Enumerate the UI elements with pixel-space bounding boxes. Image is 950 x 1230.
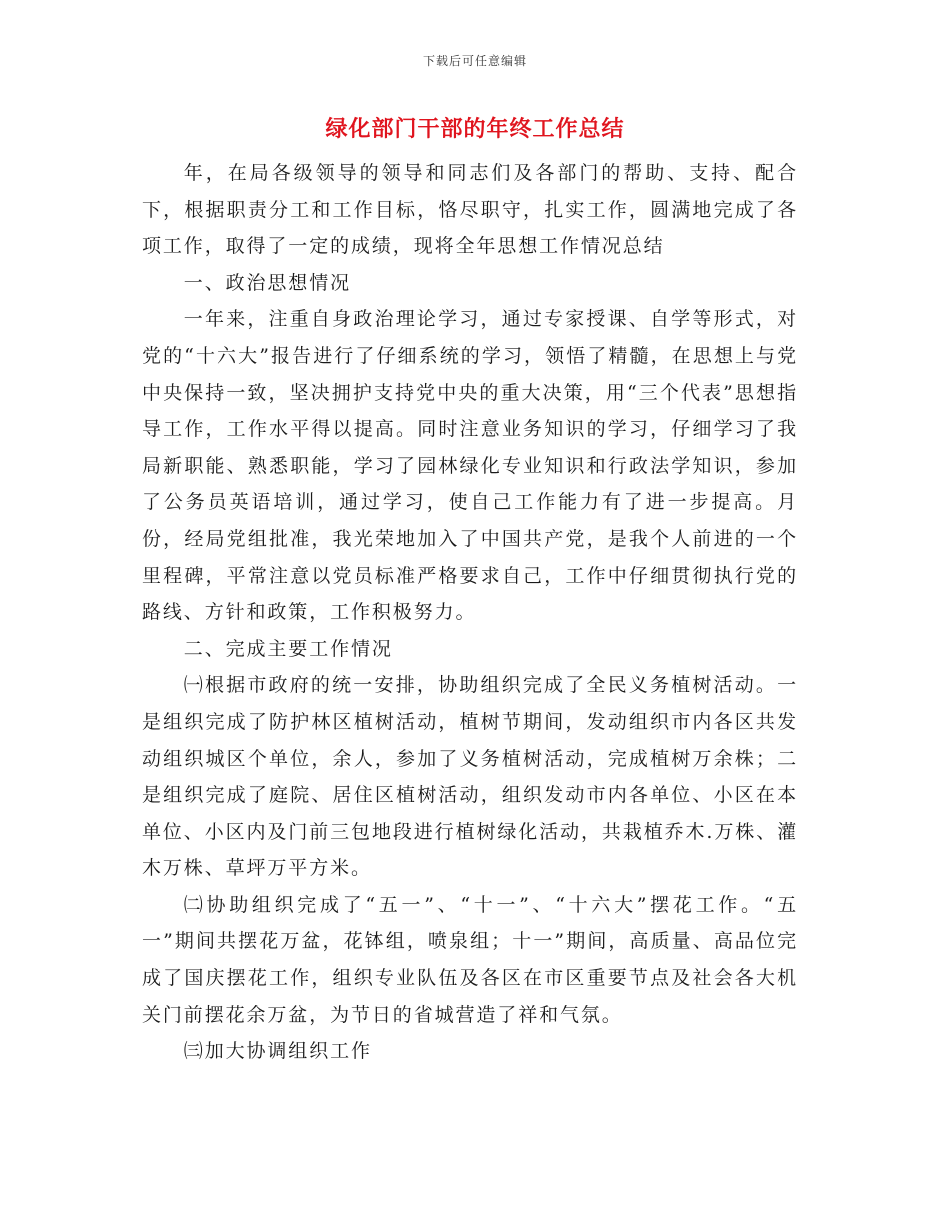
header-note: 下载后可任意编辑: [422, 54, 527, 68]
paragraph-intro: 年，在局各级领导的领导和同志们及各部门的帮助、支持、配合下，根据职责分工和工作目标，恪尽职守，扎实工作，圆满地完成了各项工作，取得了一定的成绩，现将全年思想工作情况总结: [142, 162, 798, 258]
paragraph-flower-display: ㈡协助组织完成了“五一”、“十一”、“十六大”摆花工作。“五一”期间共摆花万盆，花钵组，喷泉组；十一”期间，高质量、高品位完成了国庆摆花工作，组织专业队伍及各区在市区重要节点及社会各大机关门前摆花余万盆，为节日的省城营造了祥和气氛。: [142, 893, 798, 1026]
paragraph-coordination: ㈢加大协调组织工作: [183, 1040, 372, 1063]
document-title: 绿化部门干部的年终工作总结: [325, 117, 625, 142]
document-body: [142, 155, 798, 1070]
section-heading-political: 一、政治思想情况: [183, 271, 351, 294]
paragraph-tree-planting: ㈠根据市政府的统一安排，协助组织完成了全民义务植树活动。一是组织完成了防护林区植树活动，植树节期间，发动组织市内各区共发动组织城区个单位，余人，参加了义务植树活动，完成植树万余株；二是组织完成了庭院、居住区植树活动，组织发动市内各单位、小区在本单位、小区内及门前三包地段进行植树绿化活动，共栽植乔木.万株、灌木万株、草坪万平方米。: [142, 674, 798, 880]
paragraph-political: 一年来，注重自身政治理论学习，通过专家授课、自学等形式，对党的“十六大”报告进行了仔细系统的学习，领悟了精髓，在思想上与党中央保持一致，坚决拥护支持党中央的重大决策，用“三个代表”思想指导工作，工作水平得以提高。同时注意业务知识的学习，仔细学习了我局新职能、熟悉职能，学习了园林绿化专业知识和行政法学知识，参加了公务员英语培训，通过学习，使自己工作能力有了进一步提高。月份，经局党组批准，我光荣地加入了中国共产党，是我个人前进的一个里程碑，平常注意以党员标准严格要求自己，工作中仔细贯彻执行党的路线、方针和政策，工作积极努力。: [142, 308, 798, 624]
section-heading-main-work: 二、完成主要工作情况: [183, 637, 393, 660]
